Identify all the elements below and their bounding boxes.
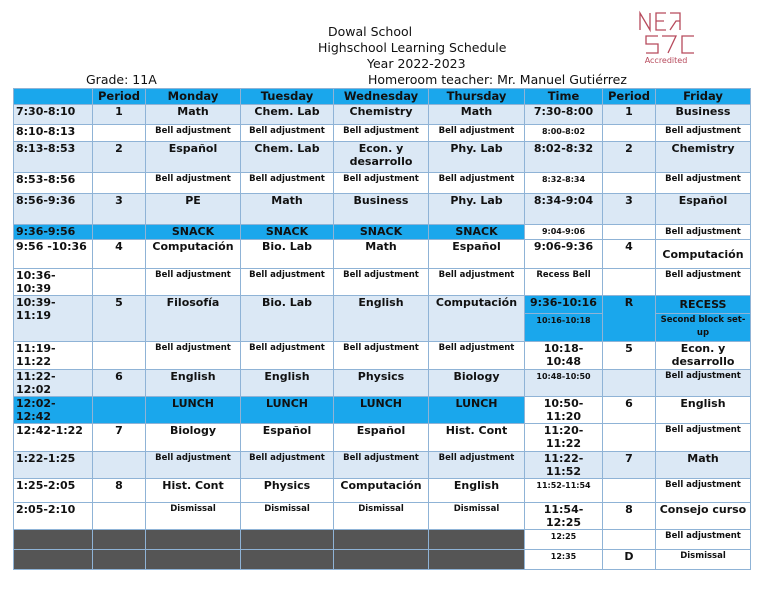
table-cell: LUNCH (334, 397, 429, 424)
table-cell: Bell adjustment (429, 269, 525, 296)
table-row (14, 194, 751, 225)
table-cell: 10:50-11:20 (525, 397, 603, 424)
school-name: Dowal School (328, 24, 413, 39)
table-cell: Physics (241, 479, 334, 503)
table-cell: Bell adjustment (656, 424, 751, 452)
table-cell: Bell adjustment (334, 342, 429, 370)
table-cell: 2 (93, 142, 146, 173)
table-cell: 6 (603, 397, 656, 424)
table-cell: Math (241, 194, 334, 225)
table-cell: 2 (603, 142, 656, 173)
table-cell: 1:22-1:25 (14, 452, 93, 479)
table-cell (93, 269, 146, 296)
table-cell: Business (656, 105, 751, 125)
table-cell: 12:02-12:42 (14, 397, 93, 424)
table-cell: English (241, 370, 334, 397)
table-cell: English (429, 479, 525, 503)
table-cell: 9:36-10:16 (525, 296, 603, 314)
table-cell (603, 125, 656, 142)
table-cell: Español (241, 424, 334, 452)
table-cell: Dismissal (429, 503, 525, 530)
table-cell: Econ. y desarrollo (334, 142, 429, 173)
table-cell: Bell adjustment (334, 125, 429, 142)
table-cell: Bell adjustment (241, 342, 334, 370)
table-cell: D (603, 550, 656, 570)
table-cell: 6 (93, 370, 146, 397)
table-cell: 7:30-8:00 (525, 105, 603, 125)
table-cell: 11:20-11:22 (525, 424, 603, 452)
table-cell: Chem. Lab (241, 105, 334, 125)
table-cell: 10:48-10:50 (525, 370, 603, 397)
table-cell: 9:06-9:36 (525, 240, 603, 269)
table-cell: Chemistry (656, 142, 751, 173)
table-cell (603, 225, 656, 240)
table-cell: 7 (93, 424, 146, 452)
table-cell: English (334, 296, 429, 342)
table-cell: Español (429, 240, 525, 269)
table-cell: Bell adjustment (656, 173, 751, 194)
table-cell: 5 (603, 342, 656, 370)
table-cell: Bell adjustment (429, 342, 525, 370)
table-cell (93, 125, 146, 142)
table-cell: Bell adjustment (656, 125, 751, 142)
table-cell: R (603, 296, 656, 342)
schedule-title: Highschool Learning Schedule (318, 40, 507, 55)
table-row (14, 125, 751, 142)
table-cell: 10:16-10:18 (525, 314, 603, 342)
table-cell: Bell adjustment (656, 225, 751, 240)
table-row (14, 342, 751, 370)
table-cell: 3 (93, 194, 146, 225)
table-cell: 11:52-11:54 (525, 479, 603, 503)
col-header-period: Period (93, 89, 146, 105)
table-cell: 10:18-10:48 (525, 342, 603, 370)
table-row (14, 240, 751, 269)
table-cell: 8:13-8:53 (14, 142, 93, 173)
table-cell: Bell adjustment (241, 173, 334, 194)
table-row (14, 296, 751, 314)
accredited-caption: Accredited (644, 56, 688, 65)
table-cell: 11:54-12:25 (525, 503, 603, 530)
table-cell: Phy. Lab (429, 142, 525, 173)
table-cell (603, 370, 656, 397)
col-header-friday: Friday (656, 89, 751, 105)
table-cell-empty (241, 530, 334, 550)
table-cell: 11:22-12:02 (14, 370, 93, 397)
table-row (14, 173, 751, 194)
table-cell: SNACK (146, 225, 241, 240)
table-cell-empty (429, 530, 525, 550)
col-header-period-friday: Period (603, 89, 656, 105)
table-cell: Español (334, 424, 429, 452)
col-header-time-friday: Time (525, 89, 603, 105)
table-cell: Español (146, 142, 241, 173)
table-cell: Dismissal (334, 503, 429, 530)
table-row (14, 370, 751, 397)
table-cell: LUNCH (146, 397, 241, 424)
table-cell: Consejo curso (656, 503, 751, 530)
table-cell: 8:02-8:32 (525, 142, 603, 173)
table-cell (93, 503, 146, 530)
table-cell (93, 452, 146, 479)
table-cell: Math (334, 240, 429, 269)
table-row (14, 424, 751, 452)
table-cell: Computación (429, 296, 525, 342)
table-row (14, 503, 751, 530)
table-cell-empty (93, 530, 146, 550)
table-cell: 8:10-8:13 (14, 125, 93, 142)
neasc-logo-icon (636, 10, 696, 56)
table-cell: 10:39-11:19 (14, 296, 93, 342)
table-row (14, 452, 751, 479)
table-cell: 7:30-8:10 (14, 105, 93, 125)
table-cell: 8 (603, 503, 656, 530)
table-cell: Bell adjustment (334, 173, 429, 194)
table-cell (603, 173, 656, 194)
table-cell: Math (656, 452, 751, 479)
table-cell: Bell adjustment (146, 173, 241, 194)
table-cell: SNACK (429, 225, 525, 240)
col-header-time-mon-thu (14, 89, 93, 105)
table-cell: Second block set-up (656, 314, 751, 342)
table-cell (93, 342, 146, 370)
table-cell: 2:05-2:10 (14, 503, 93, 530)
header-row (14, 89, 751, 105)
table-row (14, 479, 751, 503)
table-row (14, 105, 751, 125)
table-cell: English (656, 397, 751, 424)
table-cell: Econ. y desarrollo (656, 342, 751, 370)
table-row (14, 269, 751, 296)
table-cell: Bell adjustment (146, 269, 241, 296)
col-header-monday: Monday (146, 89, 241, 105)
table-cell (93, 397, 146, 424)
table-cell: 5 (93, 296, 146, 342)
table-cell: RECESS (656, 296, 751, 314)
table-cell: Bell adjustment (241, 452, 334, 479)
table-cell: Physics (334, 370, 429, 397)
table-cell: Bell adjustment (146, 125, 241, 142)
col-header-thursday: Thursday (429, 89, 525, 105)
table-cell-empty (146, 550, 241, 570)
table-cell-empty (334, 530, 429, 550)
table-cell: 12:25 (525, 530, 603, 550)
grade-label: Grade: 11A (86, 72, 157, 87)
table-cell-empty (14, 530, 93, 550)
table-cell: Math (146, 105, 241, 125)
table-cell: Bell adjustment (241, 125, 334, 142)
table-cell: 8:00-8:02 (525, 125, 603, 142)
table-row (14, 530, 751, 550)
table-cell: PE (146, 194, 241, 225)
table-cell: Bell adjustment (334, 452, 429, 479)
table-cell: Computación (334, 479, 429, 503)
table-cell (603, 530, 656, 550)
table-cell: 8 (93, 479, 146, 503)
table-cell: Chem. Lab (241, 142, 334, 173)
table-cell: 11:19-11:22 (14, 342, 93, 370)
table-cell: Bell adjustment (146, 342, 241, 370)
table-cell: 10:36-10:39 (14, 269, 93, 296)
table-cell: 1 (603, 105, 656, 125)
table-cell: 1:25-2:05 (14, 479, 93, 503)
table-cell: Español (656, 194, 751, 225)
table-cell: Bell adjustment (656, 269, 751, 296)
table-row (14, 550, 751, 570)
table-cell (603, 269, 656, 296)
table-cell: 4 (93, 240, 146, 269)
table-cell: Bell adjustment (429, 173, 525, 194)
table-cell-empty (429, 550, 525, 570)
table-cell: 8:32-8:34 (525, 173, 603, 194)
table-cell: Hist. Cont (146, 479, 241, 503)
table-row (14, 397, 751, 424)
table-cell: Business (334, 194, 429, 225)
table-cell: 11:22-11:52 (525, 452, 603, 479)
table-cell: Computación (656, 240, 751, 269)
table-cell: 8:56-9:36 (14, 194, 93, 225)
table-cell: Bell adjustment (429, 125, 525, 142)
table-row (14, 225, 751, 240)
homeroom-teacher: Homeroom teacher: Mr. Manuel Gutiérrez (368, 72, 627, 87)
table-cell: SNACK (334, 225, 429, 240)
table-cell: Filosofía (146, 296, 241, 342)
table-cell: Math (429, 105, 525, 125)
table-cell: Chemistry (334, 105, 429, 125)
table-cell: LUNCH (429, 397, 525, 424)
table-cell-empty (334, 550, 429, 570)
table-cell: Bio. Lab (241, 296, 334, 342)
table-cell: 3 (603, 194, 656, 225)
table-cell: 12:35 (525, 550, 603, 570)
table-cell: Bell adjustment (146, 452, 241, 479)
table-row (14, 142, 751, 173)
table-cell: 9:36-9:56 (14, 225, 93, 240)
table-cell: LUNCH (241, 397, 334, 424)
table-cell: 9:56 -10:36 (14, 240, 93, 269)
table-cell: 7 (603, 452, 656, 479)
table-cell-empty (146, 530, 241, 550)
table-cell: Recess Bell (525, 269, 603, 296)
table-cell: Computación (146, 240, 241, 269)
table-cell: Biology (429, 370, 525, 397)
neasc-logo (636, 10, 696, 68)
table-cell (603, 424, 656, 452)
table-cell: Phy. Lab (429, 194, 525, 225)
table-cell: Bell adjustment (429, 452, 525, 479)
table-cell: Dismissal (241, 503, 334, 530)
col-header-tuesday: Tuesday (241, 89, 334, 105)
table-cell (93, 173, 146, 194)
table-cell: 4 (603, 240, 656, 269)
table-cell: Bell adjustment (334, 269, 429, 296)
table-cell-empty (14, 550, 93, 570)
col-header-wednesday: Wednesday (334, 89, 429, 105)
school-year: Year 2022-2023 (367, 56, 466, 71)
table-cell: Biology (146, 424, 241, 452)
table-cell-empty (93, 550, 146, 570)
table-cell: 8:53-8:56 (14, 173, 93, 194)
table-cell: 1 (93, 105, 146, 125)
table-cell (93, 225, 146, 240)
table-cell: Dismissal (656, 550, 751, 570)
table-cell: 12:42-1:22 (14, 424, 93, 452)
table-cell: Bell adjustment (241, 269, 334, 296)
table-cell: Bell adjustment (656, 530, 751, 550)
table-cell: Bell adjustment (656, 370, 751, 397)
table-cell: 9:04-9:06 (525, 225, 603, 240)
table-cell: Hist. Cont (429, 424, 525, 452)
table-cell: English (146, 370, 241, 397)
table-cell-empty (241, 550, 334, 570)
table-cell: SNACK (241, 225, 334, 240)
schedule-table (13, 88, 751, 570)
table-cell: Bio. Lab (241, 240, 334, 269)
table-cell: Bell adjustment (656, 479, 751, 503)
table-cell (603, 479, 656, 503)
table-cell: 8:34-9:04 (525, 194, 603, 225)
table-cell: Dismissal (146, 503, 241, 530)
